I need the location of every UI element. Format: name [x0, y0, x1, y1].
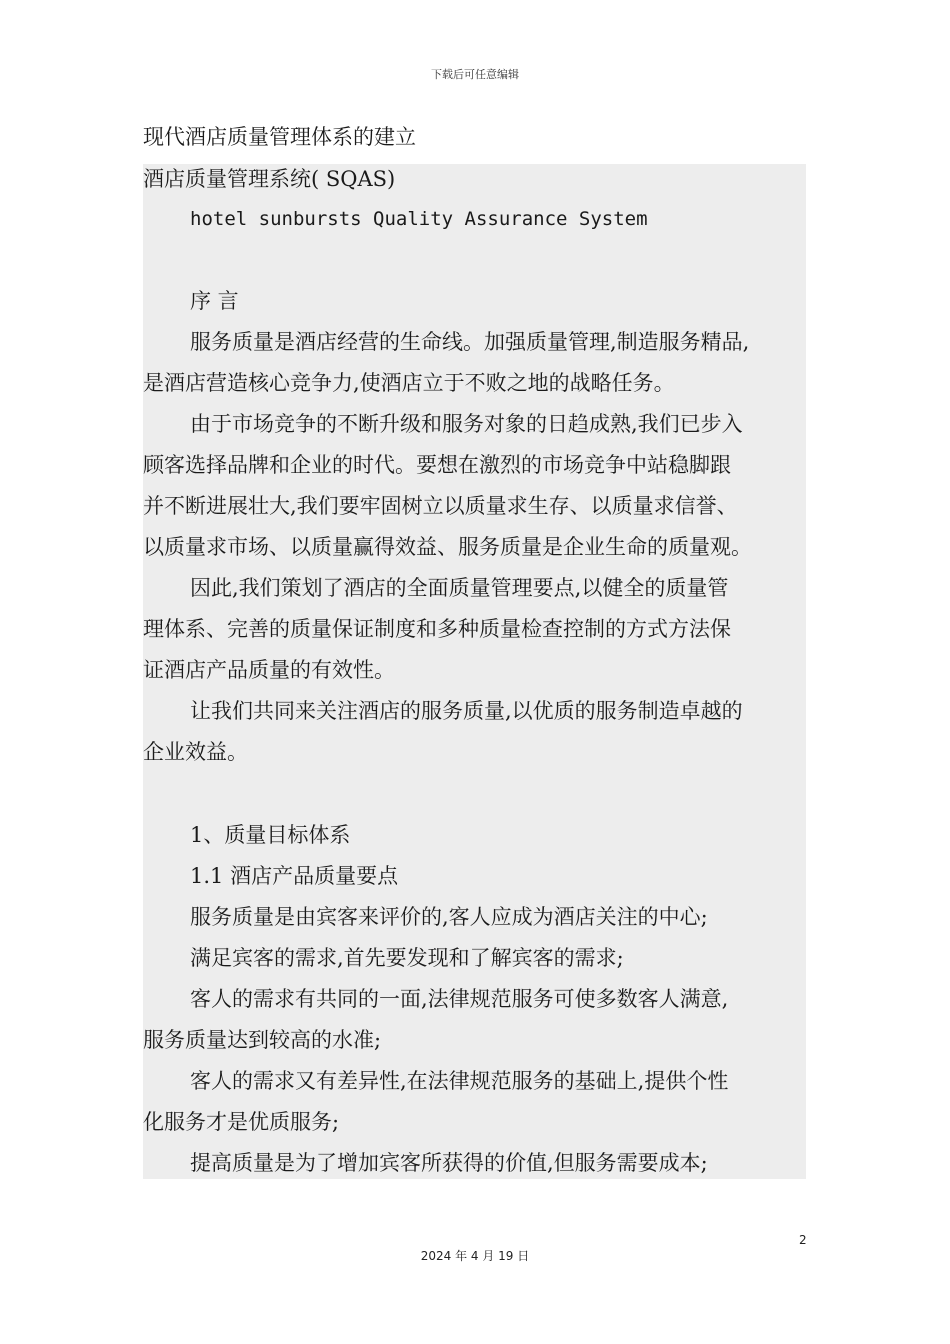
- preface-heading: 序 言: [190, 289, 239, 313]
- preface-paragraph-1-line-2: 是酒店营造核心竞争力,使酒店立于不败之地的战略任务。: [143, 371, 675, 395]
- preface-paragraph-3-line-3: 证酒店产品质量的有效性。: [143, 658, 395, 682]
- quality-point-4-line-1: 客人的需求又有差异性,在法律规范服务的基础上,提供个性: [190, 1069, 729, 1093]
- preface-paragraph-2-line-4: 以质量求市场、以质量赢得效益、服务质量是企业生命的质量观。: [143, 535, 752, 559]
- section-heading-1: 1、质量目标体系: [190, 823, 351, 847]
- system-name-line: 酒店质量管理系统( SQAS): [143, 167, 396, 191]
- preface-paragraph-2-line-3: 并不断进展壮大,我们要牢固树立以质量求生存、以质量求信誉、: [143, 494, 738, 518]
- preface-paragraph-3-line-1: 因此,我们策划了酒店的全面质量管理要点,以健全的质量管: [190, 576, 729, 600]
- preface-paragraph-4-line-1: 让我们共同来关注酒店的服务质量,以优质的服务制造卓越的: [190, 699, 743, 723]
- preface-paragraph-1-line-1: 服务质量是酒店经营的生命线。加强质量管理,制造服务精品,: [190, 330, 750, 354]
- quality-point-5: 提高质量是为了增加宾客所获得的价值,但服务需要成本;: [190, 1151, 708, 1175]
- quality-point-3-line-2: 服务质量达到较高的水准;: [143, 1028, 382, 1052]
- document-body: [143, 164, 806, 1179]
- page-number: 2: [799, 1233, 807, 1247]
- quality-point-3-line-1: 客人的需求有共同的一面,法律规范服务可使多数客人满意,: [190, 987, 729, 1011]
- system-english-name-line: hotel sunbursts Quality Assurance System: [190, 208, 648, 230]
- preface-paragraph-2-line-2: 顾客选择品牌和企业的时代。要想在激烈的市场竞争中站稳脚跟: [143, 453, 731, 477]
- preface-paragraph-4-line-2: 企业效益。: [143, 740, 248, 764]
- quality-point-1: 服务质量是由宾客来评价的,客人应成为酒店关注的中心;: [190, 905, 708, 929]
- footer-date: 2024 年 4 月 19 日: [420, 1249, 530, 1263]
- quality-point-2: 满足宾客的需求,首先要发现和了解宾客的需求;: [190, 946, 624, 970]
- quality-point-4-line-2: 化服务才是优质服务;: [143, 1110, 340, 1134]
- preface-paragraph-3-line-2: 理体系、完善的质量保证制度和多种质量检查控制的方式方法保: [143, 617, 731, 641]
- header-note: 下载后可任意编辑: [431, 68, 519, 81]
- preface-paragraph-2-line-1: 由于市场竞争的不断升级和服务对象的日趋成熟,我们已步入: [190, 412, 743, 436]
- document-title: 现代酒店质量管理体系的建立: [143, 125, 416, 149]
- subsection-heading-1-1: 1.1 酒店产品质量要点: [190, 864, 399, 888]
